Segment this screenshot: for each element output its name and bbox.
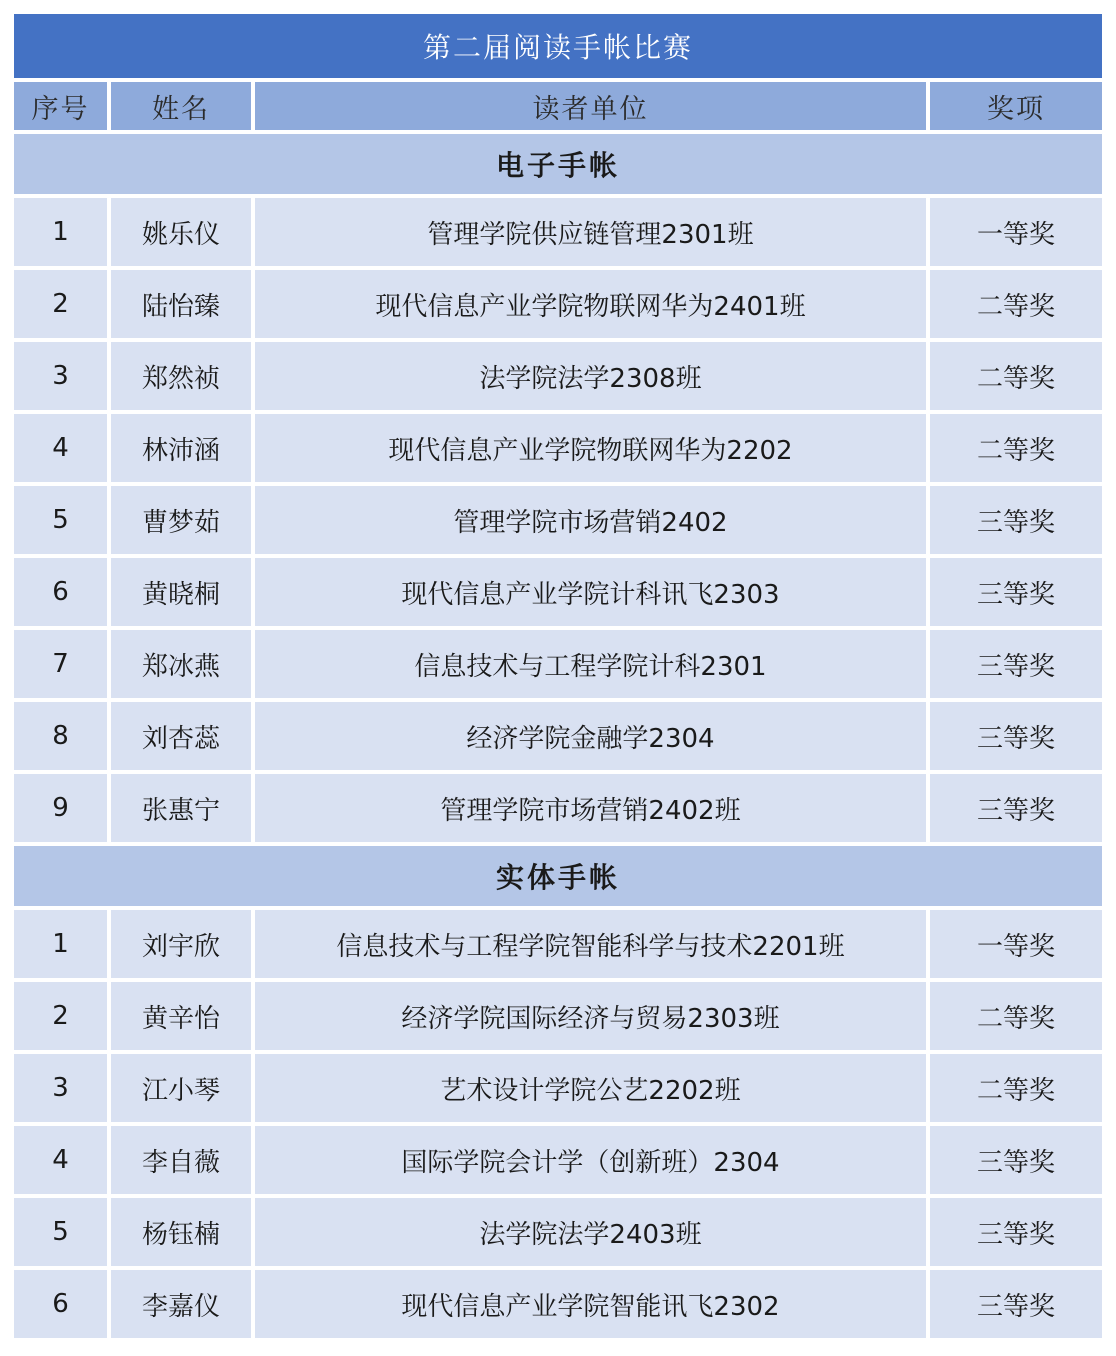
row-unit: 信息技术与工程学院智能科学与技术2201班	[255, 910, 930, 978]
row-award: 三等奖	[976, 1291, 1055, 1322]
table-row	[14, 558, 1102, 630]
row-name: 林沛涵	[111, 414, 255, 482]
table-row	[14, 910, 1102, 982]
row-award: 二等奖	[976, 1003, 1055, 1034]
row-number: 6	[14, 1270, 111, 1338]
row-award: 三等奖	[976, 723, 1055, 754]
row-number: 1	[14, 198, 111, 266]
row-number: 5	[14, 1198, 111, 1266]
row-name: 刘宇欣	[111, 910, 255, 978]
header-award: 奖项	[987, 93, 1045, 125]
row-number: 5	[14, 486, 111, 554]
table-row	[14, 774, 1102, 846]
table-row	[14, 1270, 1102, 1342]
row-unit: 法学院法学2403班	[255, 1198, 930, 1266]
row-unit: 经济学院国际经济与贸易2303班	[255, 982, 930, 1050]
row-unit: 现代信息产业学院物联网华为2202	[255, 414, 930, 482]
row-award: 三等奖	[976, 1147, 1055, 1178]
table-row	[14, 982, 1102, 1054]
row-name: 江小琴	[111, 1054, 255, 1122]
row-number: 2	[14, 270, 111, 338]
table-row	[14, 486, 1102, 558]
row-unit: 现代信息产业学院物联网华为2401班	[255, 270, 930, 338]
table-row	[14, 414, 1102, 486]
header-name: 姓名	[111, 82, 255, 130]
row-name: 张惠宁	[111, 774, 255, 842]
row-unit: 法学院法学2308班	[255, 342, 930, 410]
table-row	[14, 630, 1102, 702]
row-name: 曹梦茹	[111, 486, 255, 554]
row-number: 4	[14, 414, 111, 482]
row-unit: 现代信息产业学院计科讯飞2303	[255, 558, 930, 626]
row-number: 4	[14, 1126, 111, 1194]
row-number: 7	[14, 630, 111, 698]
row-award: 一等奖	[976, 219, 1055, 250]
row-award: 三等奖	[976, 651, 1055, 682]
row-name: 李自薇	[111, 1126, 255, 1194]
row-number: 3	[14, 1054, 111, 1122]
table-row	[14, 702, 1102, 774]
row-number: 6	[14, 558, 111, 626]
row-award: 二等奖	[976, 1075, 1055, 1106]
row-name: 黄辛怡	[111, 982, 255, 1050]
row-number: 3	[14, 342, 111, 410]
row-number: 9	[14, 774, 111, 842]
row-unit: 管理学院市场营销2402班	[255, 774, 930, 842]
row-unit: 经济学院金融学2304	[255, 702, 930, 770]
row-number: 1	[14, 910, 111, 978]
row-award: 三等奖	[976, 507, 1055, 538]
section-label: 电子手帐	[14, 134, 1102, 198]
row-name: 郑冰燕	[111, 630, 255, 698]
table-row	[14, 342, 1102, 414]
header-row	[14, 82, 1102, 134]
row-award: 二等奖	[976, 291, 1055, 322]
row-unit: 管理学院市场营销2402	[255, 486, 930, 554]
section-label: 实体手帐	[14, 846, 1102, 910]
row-name: 李嘉仪	[111, 1270, 255, 1338]
table-row	[14, 270, 1102, 342]
row-number: 2	[14, 982, 111, 1050]
table-row	[14, 1126, 1102, 1198]
row-name: 姚乐仪	[111, 198, 255, 266]
row-award: 二等奖	[976, 363, 1055, 394]
row-award: 二等奖	[976, 435, 1055, 466]
header-unit: 读者单位	[255, 82, 930, 130]
header-number: 序号	[14, 82, 111, 130]
row-name: 陆怡臻	[111, 270, 255, 338]
table-row	[14, 198, 1102, 270]
table-row	[14, 1054, 1102, 1126]
row-unit: 国际学院会计学（创新班）2304	[255, 1126, 930, 1194]
row-award: 三等奖	[976, 1219, 1055, 1250]
row-name: 黄晓桐	[111, 558, 255, 626]
row-award: 一等奖	[976, 931, 1055, 962]
row-name: 杨钰楠	[111, 1198, 255, 1266]
row-unit: 信息技术与工程学院计科2301	[255, 630, 930, 698]
table-row	[14, 1198, 1102, 1270]
row-name: 郑然祯	[111, 342, 255, 410]
row-name: 刘杏蕊	[111, 702, 255, 770]
row-award: 三等奖	[976, 795, 1055, 826]
row-number: 8	[14, 702, 111, 770]
row-award: 三等奖	[976, 579, 1055, 610]
table-title: 第二届阅读手帐比赛	[14, 14, 1102, 82]
row-unit: 管理学院供应链管理2301班	[255, 198, 930, 266]
award-table	[14, 14, 1102, 1342]
row-unit: 现代信息产业学院智能讯飞2302	[255, 1270, 930, 1338]
row-unit: 艺术设计学院公艺2202班	[255, 1054, 930, 1122]
